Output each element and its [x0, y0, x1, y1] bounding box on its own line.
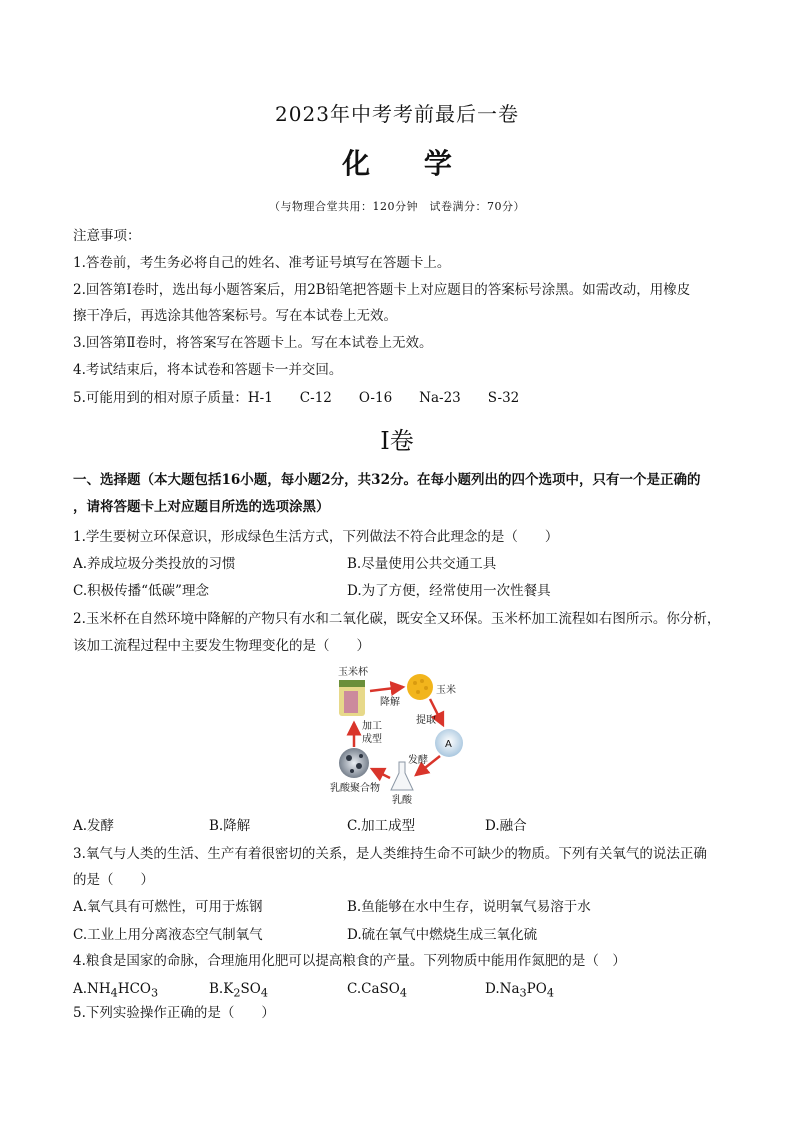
polymer-icon [339, 748, 369, 778]
label-ferment: 发酵 [408, 755, 428, 766]
label-a: A [445, 739, 452, 750]
q3-option-c: C.工业上用分离液态空气制氧气 [73, 927, 263, 943]
notice-item-5: 5.可能用到的相对原子质量：H-1 C-12 O-16 Na-23 S-32 [73, 390, 520, 406]
label-corn: 玉米 [436, 685, 456, 696]
q3-option-d: D.硫在氧气中燃烧生成三氧化硫 [347, 927, 538, 943]
section-heading-cont: ，请将答题卡上对应题目所选的选项涂黑） [73, 499, 330, 515]
q1-option-c: C.积极传播“低碳”理念 [73, 583, 209, 599]
q1-stem: 1.学生要树立环保意识，形成绿色生活方式，下列做法不符合此理念的是（ ） [73, 529, 559, 545]
q3-option-b: B.鱼能够在水中生存，说明氧气易溶于水 [347, 899, 591, 915]
q2-option-c: C.加工成型 [347, 818, 416, 834]
notice-item-4: 4.考试结束后，将本试卷和答题卡一并交回。 [73, 362, 343, 378]
corn-cup-process-diagram [330, 665, 475, 805]
section-heading: 一、选择题（本大题包括16小题，每小题2分，共32分。在每小题列出的四个选项中，只有一个是正确的 [73, 472, 701, 488]
q5-stem: 5.下列实验操作正确的是（ ） [73, 1005, 275, 1021]
q4-option-b: $B.K_2SO_4$ [209, 981, 268, 1000]
notice-heading: 注意事项： [73, 228, 141, 244]
q4-option-a: $A.NH_4HCO_3$ [73, 981, 159, 1000]
label-lactic-acid: 乳酸 [392, 795, 412, 805]
label-process-2: 成型 [362, 734, 382, 745]
label-degrade: 降解 [380, 697, 400, 708]
q3-stem-line1: 3.氧气与人类的生活、生产有着很密切的关系，是人类维持生命不可缺少的物质。下列有关氧气的说法正确 [73, 846, 707, 862]
corn-icon [407, 674, 433, 700]
label-process-1: 加工 [362, 721, 382, 732]
q2-option-a: A.发酵 [73, 818, 115, 834]
q4-option-c: C.CaSO$_4$ [347, 981, 408, 1000]
notice-item-3: 3.回答第Ⅱ卷时，将答案写在答题卡上。写在本试卷上无效。 [73, 335, 433, 351]
notice-item-1: 1.答卷前，考生务必将自己的姓名、准考证号填写在答题卡上。 [73, 255, 451, 271]
q2-stem-line1: 2.玉米杯在自然环境中降解的产物只有水和二氧化碳，既安全又环保。玉米杯加工流程如右图所示。你分析， [73, 611, 721, 627]
notice-item-2: 2.回答第Ⅰ卷时，选出每小题答案后，用2B铅笔把答题卡上对应题目的答案标号涂黑。如需改动，用橡皮 [73, 282, 691, 298]
volume-title: Ⅰ卷 [380, 427, 414, 455]
label-polymer: 乳酸聚合物 [330, 783, 380, 794]
exam-info: （与物理合堂共用：120分钟 试卷满分：70分） [269, 200, 525, 213]
q4-stem: 4.粮食是国家的命脉，合理施用化肥可以提高粮食的产量。下列物质中能用作氮肥的是（ ） [73, 953, 626, 969]
q1-option-a: A.养成垃圾分类投放的习惯 [73, 556, 236, 572]
q3-option-a: A.氧气具有可燃性，可用于炼钢 [73, 899, 263, 915]
q2-stem-line2: 该加工流程过程中主要发生物理变化的是（ ） [73, 638, 370, 654]
arrow-polymerize [372, 769, 390, 778]
q2-option-b: B.降解 [209, 818, 251, 834]
label-corn-cup: 玉米杯 [338, 667, 368, 678]
q4-option-d: $D.Na_3PO_4$ [485, 981, 554, 1000]
flask-icon [391, 762, 413, 790]
q1-option-d: D.为了方便，经常使用一次性餐具 [347, 583, 551, 599]
subject-title: 化 学 [342, 147, 474, 180]
q1-option-b: B.尽量使用公共交通工具 [347, 556, 497, 572]
arrow-degrade [370, 687, 403, 691]
corn-cup-icon [339, 680, 365, 716]
q3-stem-line2: 的是（ ） [73, 872, 154, 888]
q2-option-d: D.融合 [485, 818, 527, 834]
label-extract: 提取 [416, 715, 436, 726]
notice-item-2-cont: 擦干净后，再选涂其他答案标号。写在本试卷上无效。 [73, 308, 397, 324]
exam-title: 2023年中考考前最后一卷 [275, 102, 519, 126]
